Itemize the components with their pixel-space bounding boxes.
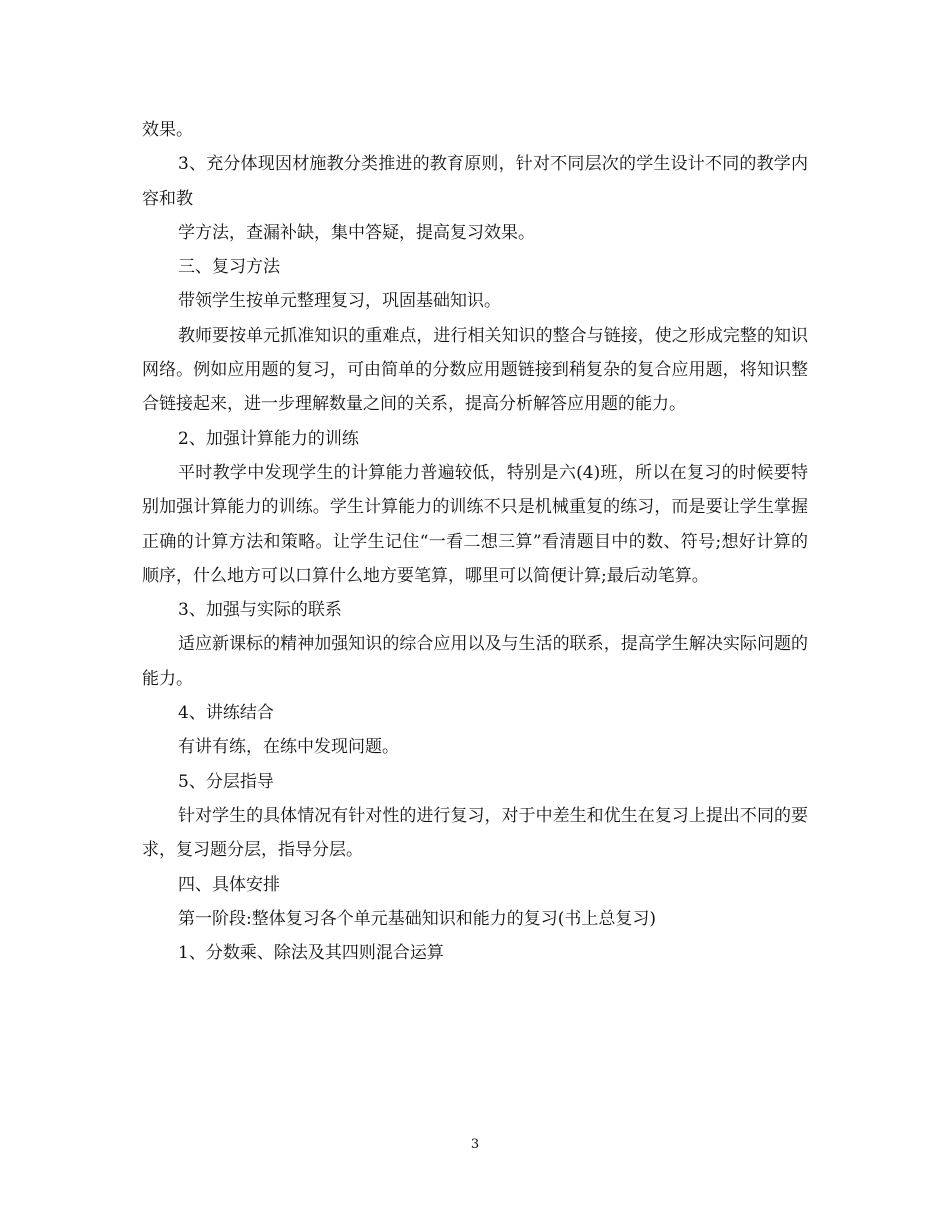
- paragraph: 适应新课标的精神加强知识的综合应用以及与生活的联系，提高学生解决实际问题的能力。: [142, 634, 808, 689]
- paragraph: 带领学生按单元整理复习，巩固基础知识。: [178, 291, 501, 312]
- paragraph: 教师要按单元抓准知识的重难点，进行相关知识的整合与链接，使之形成完整的知识网络。例如应用题的复习，可由简单的分数应用题链接到稍复杂的复合应用题，将知识整合链接起来，进一步理解数量之间的关系，提高分析解答应用题的能力。: [142, 325, 808, 415]
- subheading: 4、讲练结合: [178, 703, 274, 724]
- paragraph: 效果。: [142, 120, 193, 140]
- document-body: [142, 113, 808, 970]
- paragraph: 有讲有练，在练中发现问题。: [178, 737, 399, 758]
- subheading: 1、分数乘、除法及其四则混合运算: [178, 943, 444, 964]
- section-heading: 三、复习方法: [178, 257, 280, 278]
- section-heading: 四、具体安排: [178, 874, 280, 895]
- paragraph: 第一阶段:整体复习各个单元基础知识和能力的复习(书上总复习): [178, 908, 656, 929]
- paragraph: 学方法，查漏补缺，集中答疑，提高复习效果。: [178, 222, 535, 243]
- paragraph: 针对学生的具体情况有针对性的进行复习，对于中差生和优生在复习上提出不同的要求，复习题分层，指导分层。: [142, 805, 808, 861]
- page-number: 3: [470, 1137, 480, 1152]
- subheading: 3、加强与实际的联系: [178, 600, 342, 621]
- paragraph: 平时教学中发现学生的计算能力普遍较低，特别是六(4)班，所以在复习的时候要特别加强计算能力的训练。学生计算能力的训练不只是机械重复的练习，而是要让学生掌握正确的计算方法和策略。让学生记住“一看二想三算”看清题目中的数、符号;想好计算的顺序，什么地方可以口算什么地方要笔算，哪里可以简便计算;最后动笔算。: [142, 462, 808, 586]
- paragraph: 3、充分体现因材施教分类推进的教育原则，针对不同层次的学生设计不同的教学内容和教: [142, 154, 808, 209]
- subheading: 2、加强计算能力的训练: [178, 428, 359, 449]
- subheading: 5、分层指导: [178, 771, 274, 792]
